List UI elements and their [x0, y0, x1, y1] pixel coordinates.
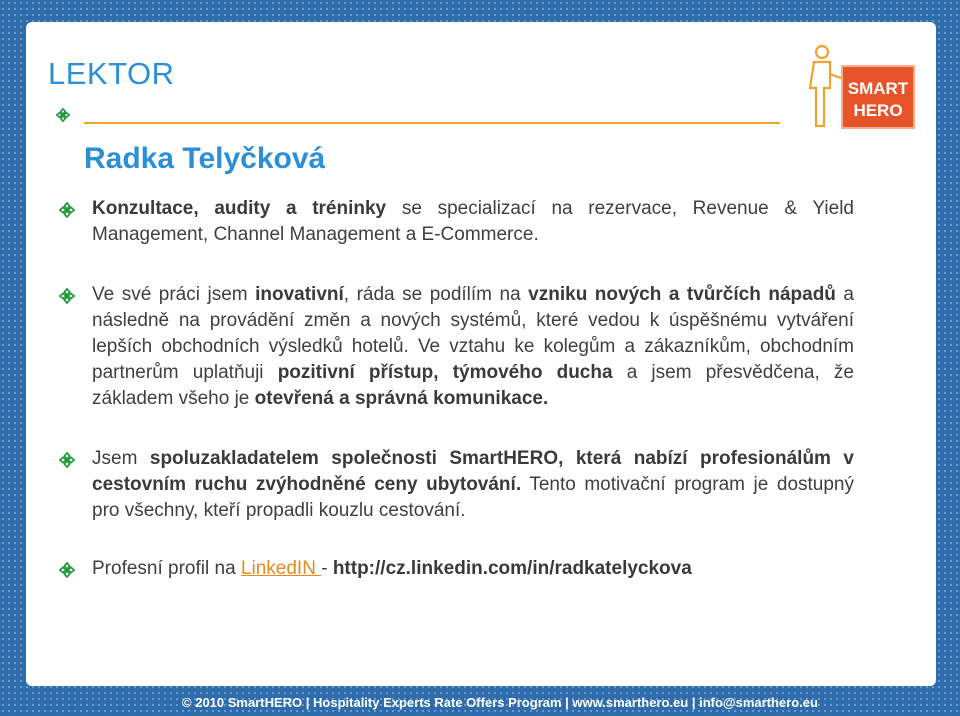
bullet-4-separator: -	[321, 558, 333, 579]
bullet-2-bold-b: vzniku nových a tvůrčích nápadů	[528, 284, 836, 305]
lecturer-name: Radka Telyčková	[84, 142, 326, 175]
bullet-3-bold: spoluzakladatelem společnosti SmartHERO, která nabízí profesionálům v cestovním ruchu zvýhodněné ceny ubytování.	[92, 448, 854, 495]
bullet-4-text: Profesní profil na	[92, 558, 241, 579]
four-diamond-bullet-icon	[58, 202, 76, 218]
logo-text-hero: HERO	[853, 101, 903, 120]
list-item	[58, 196, 854, 248]
footer-text: © 2010 SmartHERO | Hospitality Experts Rate Offers Program | www.smarthero.eu | info@smarthero.eu	[182, 695, 818, 710]
four-diamond-bullet-icon	[58, 562, 76, 578]
bullet-3-text-a: Jsem	[92, 448, 150, 469]
title-divider	[84, 122, 780, 124]
bullet-3-text-b: Tento motivační program je dostupný pro všechny, kteří propadli kouzlu cestování.	[92, 474, 854, 521]
bullet-2-text-a: Ve své práci jsem	[92, 284, 256, 305]
bullet-2-bold-d: otevřená a správná komunikace.	[254, 388, 549, 409]
slide-title: LEKTOR	[48, 56, 175, 91]
four-diamond-bullet-icon	[58, 452, 76, 468]
bullet-2-text-c: a následně na provádění změn a nových systémů, které vedou k úspěšnému vytváření lepších obchodních výsledků hotelů. Ve vztahu ke kolegům a zákazníkům, obchodním partnerům uplatňuji	[92, 284, 854, 383]
smarthero-logo	[802, 40, 918, 132]
four-diamond-bullet-icon	[58, 288, 76, 304]
bullet-2-text-d: a jsem přesvědčena, že základem všeho je	[92, 362, 854, 409]
four-diamond-bullet-icon	[56, 108, 70, 122]
bullet-list	[58, 196, 854, 582]
logo-text-smart: SMART	[847, 79, 909, 98]
bullet-2-text-b: , ráda se podílím na	[343, 284, 529, 305]
bullet-2-bold-c: pozitivní přístup, týmového ducha	[277, 362, 613, 383]
bullet-1-bold: Konzultace, audity a tréninky	[92, 198, 387, 219]
list-item	[58, 446, 854, 524]
bullet-2-bold-a: inovativní	[255, 284, 344, 305]
linkedin-link[interactable]: LinkedIN	[240, 558, 322, 579]
linkedin-url: http://cz.linkedin.com/in/radkatelyckova	[332, 558, 692, 579]
bullet-1-text: se specializací na rezervace, Revenue & Yield Management, Channel Management a E-Commerce.	[92, 198, 854, 245]
list-item	[58, 556, 854, 582]
list-item	[58, 282, 854, 412]
